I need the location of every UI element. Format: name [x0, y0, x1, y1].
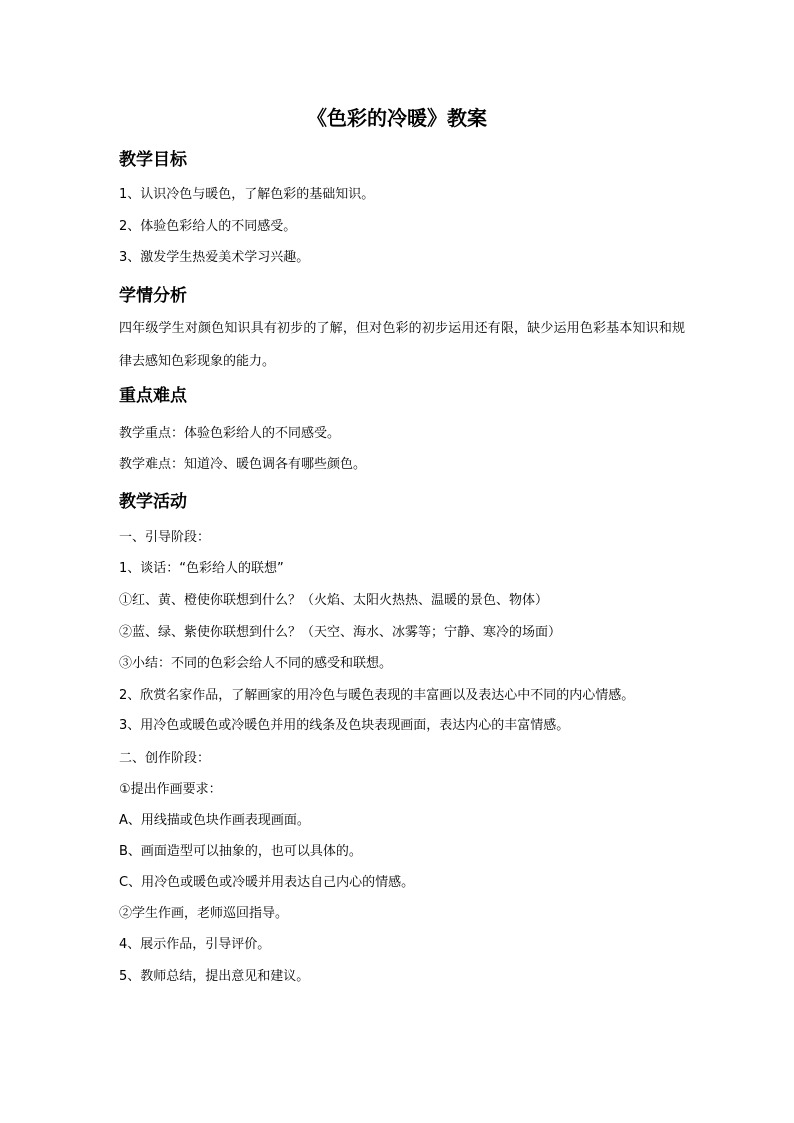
document-title: 《色彩的冷暖》教案 [307, 106, 487, 130]
student-analysis-paragraph: 四年级学生对颜色知识具有初步的了解，但对色彩的初步运用还有限，缺少运用色彩基本知识和规律去感知色彩现象的能力。 [119, 321, 685, 369]
heading-key-difficult-points: 重点难点 [119, 386, 187, 406]
heading-teaching-activities: 教学活动 [119, 492, 187, 512]
activity-item: 二、创作阶段： [119, 751, 211, 766]
activity-item: 2、欣赏名家作品，了解画家的用冷色与暖色表现的丰富画以及表达心中不同的内心情感。 [119, 688, 635, 703]
activity-item: ②学生作画，老师巡回指导。 [119, 906, 289, 921]
goal-item-3: 3、激发学生热爱美术学习兴趣。 [119, 250, 310, 265]
activity-item: ②蓝、绿、紫使你联想到什么？（天空、海水、冰雾等；宁静、寒冷的场面） [119, 625, 562, 640]
difficult-point-item: 教学难点：知道冷、暖色调各有哪些颜色。 [119, 457, 367, 472]
activity-item: ①提出作画要求： [119, 782, 222, 797]
activity-item: A、用线描或色块作画表现画面。 [119, 813, 310, 828]
activity-item: 4、展示作品，引导评价。 [119, 937, 271, 952]
heading-student-analysis: 学情分析 [119, 286, 187, 306]
activity-item: 一、引导阶段： [119, 530, 211, 545]
heading-teaching-goals: 教学目标 [119, 150, 187, 170]
activity-item: ③小结：不同的色彩会给人不同的感受和联想。 [119, 656, 393, 671]
activity-item: ①红、黄、橙使你联想到什么？（火焰、太阳火热热、温暖的景色、物体） [119, 593, 549, 608]
activity-item: C、用冷色或暖色或冷暖并用表达自己内心的情感。 [119, 875, 415, 890]
key-point-item: 教学重点：体验色彩给人的不同感受。 [119, 426, 341, 441]
activity-item: 3、用冷色或暖色或冷暖色并用的线条及色块表现画面，表达内心的丰富情感。 [119, 718, 570, 733]
activity-item: B、画面造型可以抽象的，也可以具体的。 [119, 844, 362, 859]
activity-item: 1、谈话：“色彩给人的联想” [119, 561, 284, 576]
activity-item: 5、教师总结，提出意见和建议。 [119, 969, 310, 984]
goal-item-2: 2、体验色彩给人的不同感受。 [119, 219, 297, 234]
goal-item-1: 1、认识冷色与暖色，了解色彩的基础知识。 [119, 187, 375, 202]
